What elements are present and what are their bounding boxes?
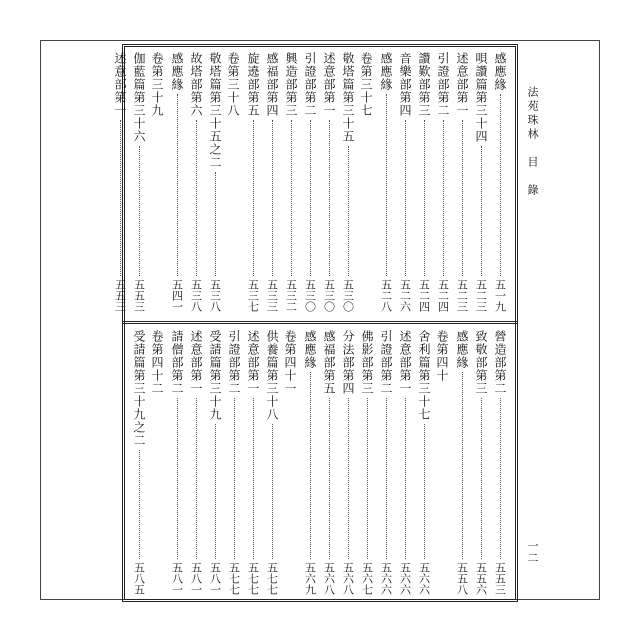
entry-page-number: 五六六 [417, 562, 431, 595]
toc-entry [303, 330, 317, 595]
toc-entry [132, 52, 146, 312]
entry-title: 感福部第五 [322, 330, 336, 395]
toc-entry [132, 330, 146, 595]
entry-title: 分法部第四 [341, 330, 355, 395]
toc-entry [455, 330, 469, 595]
entry-page-number: 五二四 [417, 279, 431, 312]
toc-entry [360, 330, 374, 595]
dot-leader [177, 398, 178, 559]
entry-title: 述意部第一 [113, 52, 127, 117]
entry-page-number: 五二八 [379, 279, 393, 312]
dot-leader [424, 120, 425, 276]
entry-title: 述意部第一 [246, 330, 260, 395]
entry-page-number: 五八一 [170, 562, 184, 595]
entry-title: 感應緣 [379, 52, 393, 91]
dot-leader [234, 398, 235, 559]
toc-entry [379, 330, 393, 595]
entry-title: 佛影部第三 [360, 330, 374, 395]
dot-leader [462, 372, 463, 559]
entry-page-number: 五六六 [379, 562, 393, 595]
dot-leader [481, 146, 482, 276]
entry-page-number: 五四一 [170, 279, 184, 312]
entry-page-number: 五六七 [360, 562, 374, 595]
entry-title: 敬塔篇第三十五之二 [208, 52, 222, 169]
entry-title: 引證部第二 [303, 52, 317, 117]
toc-entry [474, 52, 488, 312]
toc-entry [493, 52, 507, 312]
dot-leader [348, 398, 349, 559]
toc-entry [455, 52, 469, 312]
running-head: 法苑珠林 目 錄 [526, 86, 539, 198]
dot-leader [253, 120, 254, 276]
toc-entry [379, 52, 393, 312]
toc-entry [417, 52, 431, 312]
dot-leader [386, 94, 387, 276]
entry-page-number: 五五三 [493, 562, 507, 595]
toc-entry [246, 52, 260, 312]
toc-entry [189, 330, 203, 595]
toc-entry [341, 52, 355, 312]
dot-leader [139, 146, 140, 276]
dot-leader [386, 398, 387, 559]
entry-title: 引證部第二 [379, 330, 393, 395]
entry-title: 致敬部第三 [474, 330, 488, 395]
dot-leader [196, 120, 197, 276]
entry-title: 唄讚篇第三十四 [474, 52, 488, 143]
dot-leader [329, 120, 330, 276]
entry-page-number: 五七七 [265, 562, 279, 595]
toc-entry [493, 330, 507, 595]
juan-heading: 卷第四十二 [150, 330, 164, 395]
entry-page-number: 五三二 [284, 279, 298, 312]
entry-title: 興造部第三 [284, 52, 298, 117]
entry-title: 感應緣 [170, 52, 184, 91]
entry-title: 受請篇第三十九之二 [132, 330, 146, 447]
dot-leader [405, 120, 406, 276]
entry-page-number: 五八一 [208, 562, 222, 595]
dot-leader [139, 450, 140, 559]
dot-leader [500, 94, 501, 276]
toc-entry [246, 330, 260, 595]
entry-title: 音樂部第四 [398, 52, 412, 117]
entry-title: 感福部第四 [265, 52, 279, 117]
dot-leader [443, 120, 444, 276]
dot-leader [196, 398, 197, 559]
entry-title: 請僧部第二 [170, 330, 184, 395]
toc-entry [398, 330, 412, 595]
entry-page-number: 五二三 [455, 279, 469, 312]
entry-page-number: 五五六 [474, 562, 488, 595]
toc-entry [436, 52, 450, 312]
toc-entry [208, 52, 222, 312]
dot-leader [272, 424, 273, 559]
entry-title: 旋遶部第五 [246, 52, 260, 117]
toc-entry [170, 330, 184, 595]
entry-title: 受請篇第三十九 [208, 330, 222, 421]
dot-leader [481, 398, 482, 559]
entry-page-number: 五三〇 [322, 279, 336, 312]
dot-leader [462, 120, 463, 276]
entry-page-number: 五三八 [208, 279, 222, 312]
entry-page-number: 五六八 [341, 562, 355, 595]
entry-title: 舍利篇第三十七 [417, 330, 431, 421]
dot-leader [367, 398, 368, 559]
section-divider [122, 321, 518, 324]
toc-entry [417, 330, 431, 595]
dot-leader [329, 398, 330, 559]
entry-title: 述意部第一 [189, 330, 203, 395]
entry-page-number: 五一九 [493, 279, 507, 312]
entry-title: 敬塔篇第三十五 [341, 52, 355, 143]
juan-heading: 卷第三十八 [226, 52, 240, 117]
entry-title: 感應緣 [493, 52, 507, 91]
entry-title: 營造部第二 [493, 330, 507, 395]
dot-leader [272, 120, 273, 276]
entry-title: 伽藍篇第三十六 [132, 52, 146, 143]
toc-entry [208, 330, 222, 595]
entry-page-number: 五三三 [265, 279, 279, 312]
toc-entry [265, 52, 279, 312]
entry-title: 故塔部第六 [189, 52, 203, 117]
dot-leader [120, 120, 121, 276]
entry-page-number: 五三八 [189, 279, 203, 312]
juan-heading: 卷第三十九 [150, 52, 164, 117]
dot-leader [405, 398, 406, 559]
dot-leader [500, 398, 501, 559]
entry-page-number: 五七七 [246, 562, 260, 595]
dot-leader [215, 424, 216, 559]
entry-page-number: 五三〇 [303, 279, 317, 312]
entry-page-number: 五三七 [246, 279, 260, 312]
toc-entry [170, 52, 184, 312]
dot-leader [215, 172, 216, 276]
entry-title: 述意部第一 [455, 52, 469, 117]
entry-page-number: 五八一 [189, 562, 203, 595]
juan-heading: 卷第四十一 [283, 330, 297, 395]
toc-entry [322, 52, 336, 312]
entry-page-number: 五二六 [398, 279, 412, 312]
toc-entry [113, 52, 127, 312]
dot-leader [424, 424, 425, 559]
entry-title: 感應緣 [303, 330, 317, 369]
entry-page-number: 五六九 [303, 562, 317, 595]
toc-entry [474, 330, 488, 595]
dot-leader [177, 94, 178, 276]
toc-entry [341, 330, 355, 595]
toc-entry [284, 52, 298, 312]
entry-page-number: 五七七 [227, 562, 241, 595]
toc-entry [398, 52, 412, 312]
dot-leader [310, 372, 311, 559]
toc-entry [322, 330, 336, 595]
entry-page-number: 五五三 [113, 279, 127, 312]
entry-page-number: 五二四 [436, 279, 450, 312]
entry-page-number: 五三〇 [341, 279, 355, 312]
entry-title: 感應緣 [455, 330, 469, 369]
toc-entry [189, 52, 203, 312]
entry-title: 述意部第一 [322, 52, 336, 117]
entry-title: 供養篇第三十八 [265, 330, 279, 421]
entry-page-number: 五六六 [398, 562, 412, 595]
entry-title: 引證部第二 [227, 330, 241, 395]
toc-entry [227, 330, 241, 595]
entry-title: 讚歎部第三 [417, 52, 431, 117]
toc-entry [265, 330, 279, 595]
entry-page-number: 五二三 [474, 279, 488, 312]
dot-leader [253, 398, 254, 559]
page-folio: 一二 [526, 540, 539, 564]
entry-page-number: 五八五 [132, 562, 146, 595]
juan-heading: 卷第四十 [435, 330, 449, 382]
dot-leader [348, 146, 349, 276]
entry-page-number: 五六八 [322, 562, 336, 595]
toc-entry [303, 52, 317, 312]
juan-heading: 卷第三十七 [359, 52, 373, 117]
entry-page-number: 五五三 [132, 279, 146, 312]
entry-page-number: 五五八 [455, 562, 469, 595]
entry-title: 引證部第二 [436, 52, 450, 117]
dot-leader [310, 120, 311, 276]
dot-leader [291, 120, 292, 276]
entry-title: 述意部第一 [398, 330, 412, 395]
